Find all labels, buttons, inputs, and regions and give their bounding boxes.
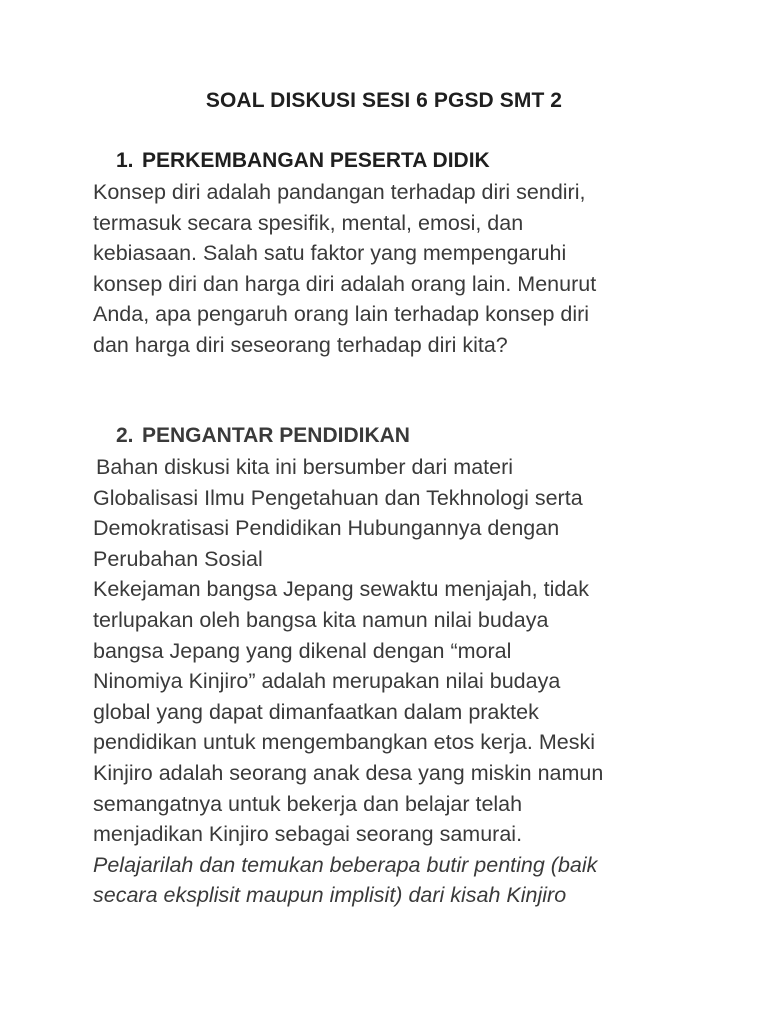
paragraph-line: Kekejaman bangsa Jepang sewaktu menjajah, tidak [93, 577, 590, 602]
paragraph-line: Kinjiro adalah seorang anak desa yang miskin namun [93, 760, 604, 785]
paragraph-line: terlupakan oleh bangsa kita namun nilai budaya [93, 607, 549, 632]
paragraph-line: Ninomiya Kinjiro” adalah merupakan nilai budaya [93, 669, 561, 694]
paragraph-line: bangsa Jepang yang dikenal dengan “moral [93, 638, 512, 663]
paragraph-line: semangatnya untuk bekerja dan belajar telah [93, 791, 523, 816]
paragraph-line: Anda, apa pengaruh orang lain terhadap konsep diri [93, 302, 590, 327]
paragraph-line: global yang dapat dimanfaatkan dalam praktek [93, 699, 539, 724]
section-2-number: 2. [116, 424, 134, 447]
section-2-title: PENGANTAR PENDIDIKAN [142, 424, 410, 447]
section-2-paragraph [93, 452, 693, 911]
section-1-title: PERKEMBANGAN PESERTA DIDIK [142, 149, 490, 172]
paragraph-line: Demokratisasi Pendidikan Hubungannya dengan [93, 516, 560, 541]
paragraph-line: pendidikan untuk mengembangkan etos kerja. Meski [93, 730, 595, 755]
section-1-number: 1. [116, 149, 134, 172]
paragraph-line: kebiasaan. Salah satu faktor yang mempengaruhi [93, 241, 567, 266]
paragraph-line: Perubahan Sosial [93, 546, 263, 571]
paragraph-line: dan harga diri seseorang terhadap diri kita? [93, 332, 508, 357]
instruction-line: Pelajarilah dan temukan beberapa butir penting (baik [93, 852, 598, 877]
paragraph-line: Globalisasi Ilmu Pengetahuan dan Tekhnologi serta [93, 485, 583, 510]
paragraph-line: termasuk secara spesifik, mental, emosi, dan [93, 210, 524, 235]
section-2-heading [116, 424, 410, 448]
section-1-paragraph [93, 177, 693, 361]
document-title: SOAL DISKUSI SESI 6 PGSD SMT 2 [205, 89, 563, 112]
paragraph-line: konsep diri dan harga diri adalah orang lain. Menurut [93, 271, 597, 296]
section-1-heading [116, 149, 490, 173]
instruction-line: secara eksplisit maupun implisit) dari kisah Kinjiro [93, 883, 567, 908]
paragraph-line: Bahan diskusi kita ini bersumber dari materi [96, 455, 514, 479]
paragraph-line: menjadikan Kinjiro sebagai seorang samurai. [93, 822, 523, 847]
paragraph-line: Konsep diri adalah pandangan terhadap diri sendiri, [93, 180, 586, 204]
